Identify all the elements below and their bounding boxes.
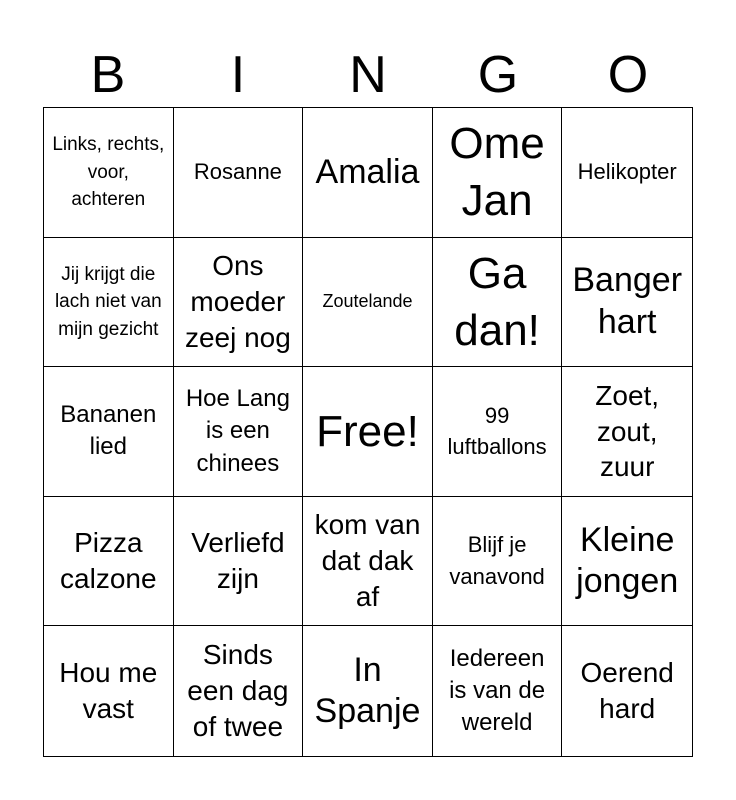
bingo-cell[interactable]: Links, rechts, voor, achteren <box>44 108 174 238</box>
bingo-cell[interactable]: Helikopter <box>562 108 692 238</box>
bingo-cell[interactable]: Zoutelande <box>303 238 433 368</box>
bingo-cell[interactable]: Hoe Lang is een chinees <box>174 367 304 497</box>
bingo-cell[interactable]: Ons moeder zeej nog <box>174 238 304 368</box>
bingo-cell[interactable]: 99 luftballons <box>433 367 563 497</box>
header-letter-n: N <box>349 46 387 104</box>
bingo-header <box>43 44 693 106</box>
bingo-cell[interactable]: kom van dat dak af <box>303 497 433 627</box>
bingo-cell[interactable]: Ga dan! <box>433 238 563 368</box>
bingo-cell[interactable]: Verliefd zijn <box>174 497 304 627</box>
bingo-cell[interactable]: Rosanne <box>174 108 304 238</box>
bingo-cell[interactable]: Banger hart <box>562 238 692 368</box>
bingo-cell[interactable]: Amalia <box>303 108 433 238</box>
bingo-cell[interactable]: Iedereen is van de wereld <box>433 626 563 756</box>
bingo-cell[interactable]: Sinds een dag of twee <box>174 626 304 756</box>
header-letter-o: O <box>607 46 649 104</box>
header-letter-b: B <box>90 46 126 104</box>
bingo-cell[interactable]: In Spanje <box>303 626 433 756</box>
bingo-cell[interactable]: Jij krijgt die lach niet van mijn gezicht <box>44 238 174 368</box>
bingo-cell[interactable]: Blijf je vanavond <box>433 497 563 627</box>
free-space-cell[interactable]: Free! <box>303 367 433 497</box>
bingo-cell[interactable]: Kleine jongen <box>562 497 692 627</box>
bingo-cell[interactable]: Ome Jan <box>433 108 563 238</box>
bingo-cell[interactable]: Zoet, zout, zuur <box>562 367 692 497</box>
header-letter-i: I <box>230 46 246 104</box>
bingo-cell[interactable]: Bananen lied <box>44 367 174 497</box>
bingo-cell[interactable]: Hou me vast <box>44 626 174 756</box>
bingo-cell[interactable]: Pizza calzone <box>44 497 174 627</box>
bingo-cell[interactable]: Oerend hard <box>580 657 674 725</box>
header-letter-g: G <box>477 46 519 104</box>
bingo-board <box>43 107 693 757</box>
